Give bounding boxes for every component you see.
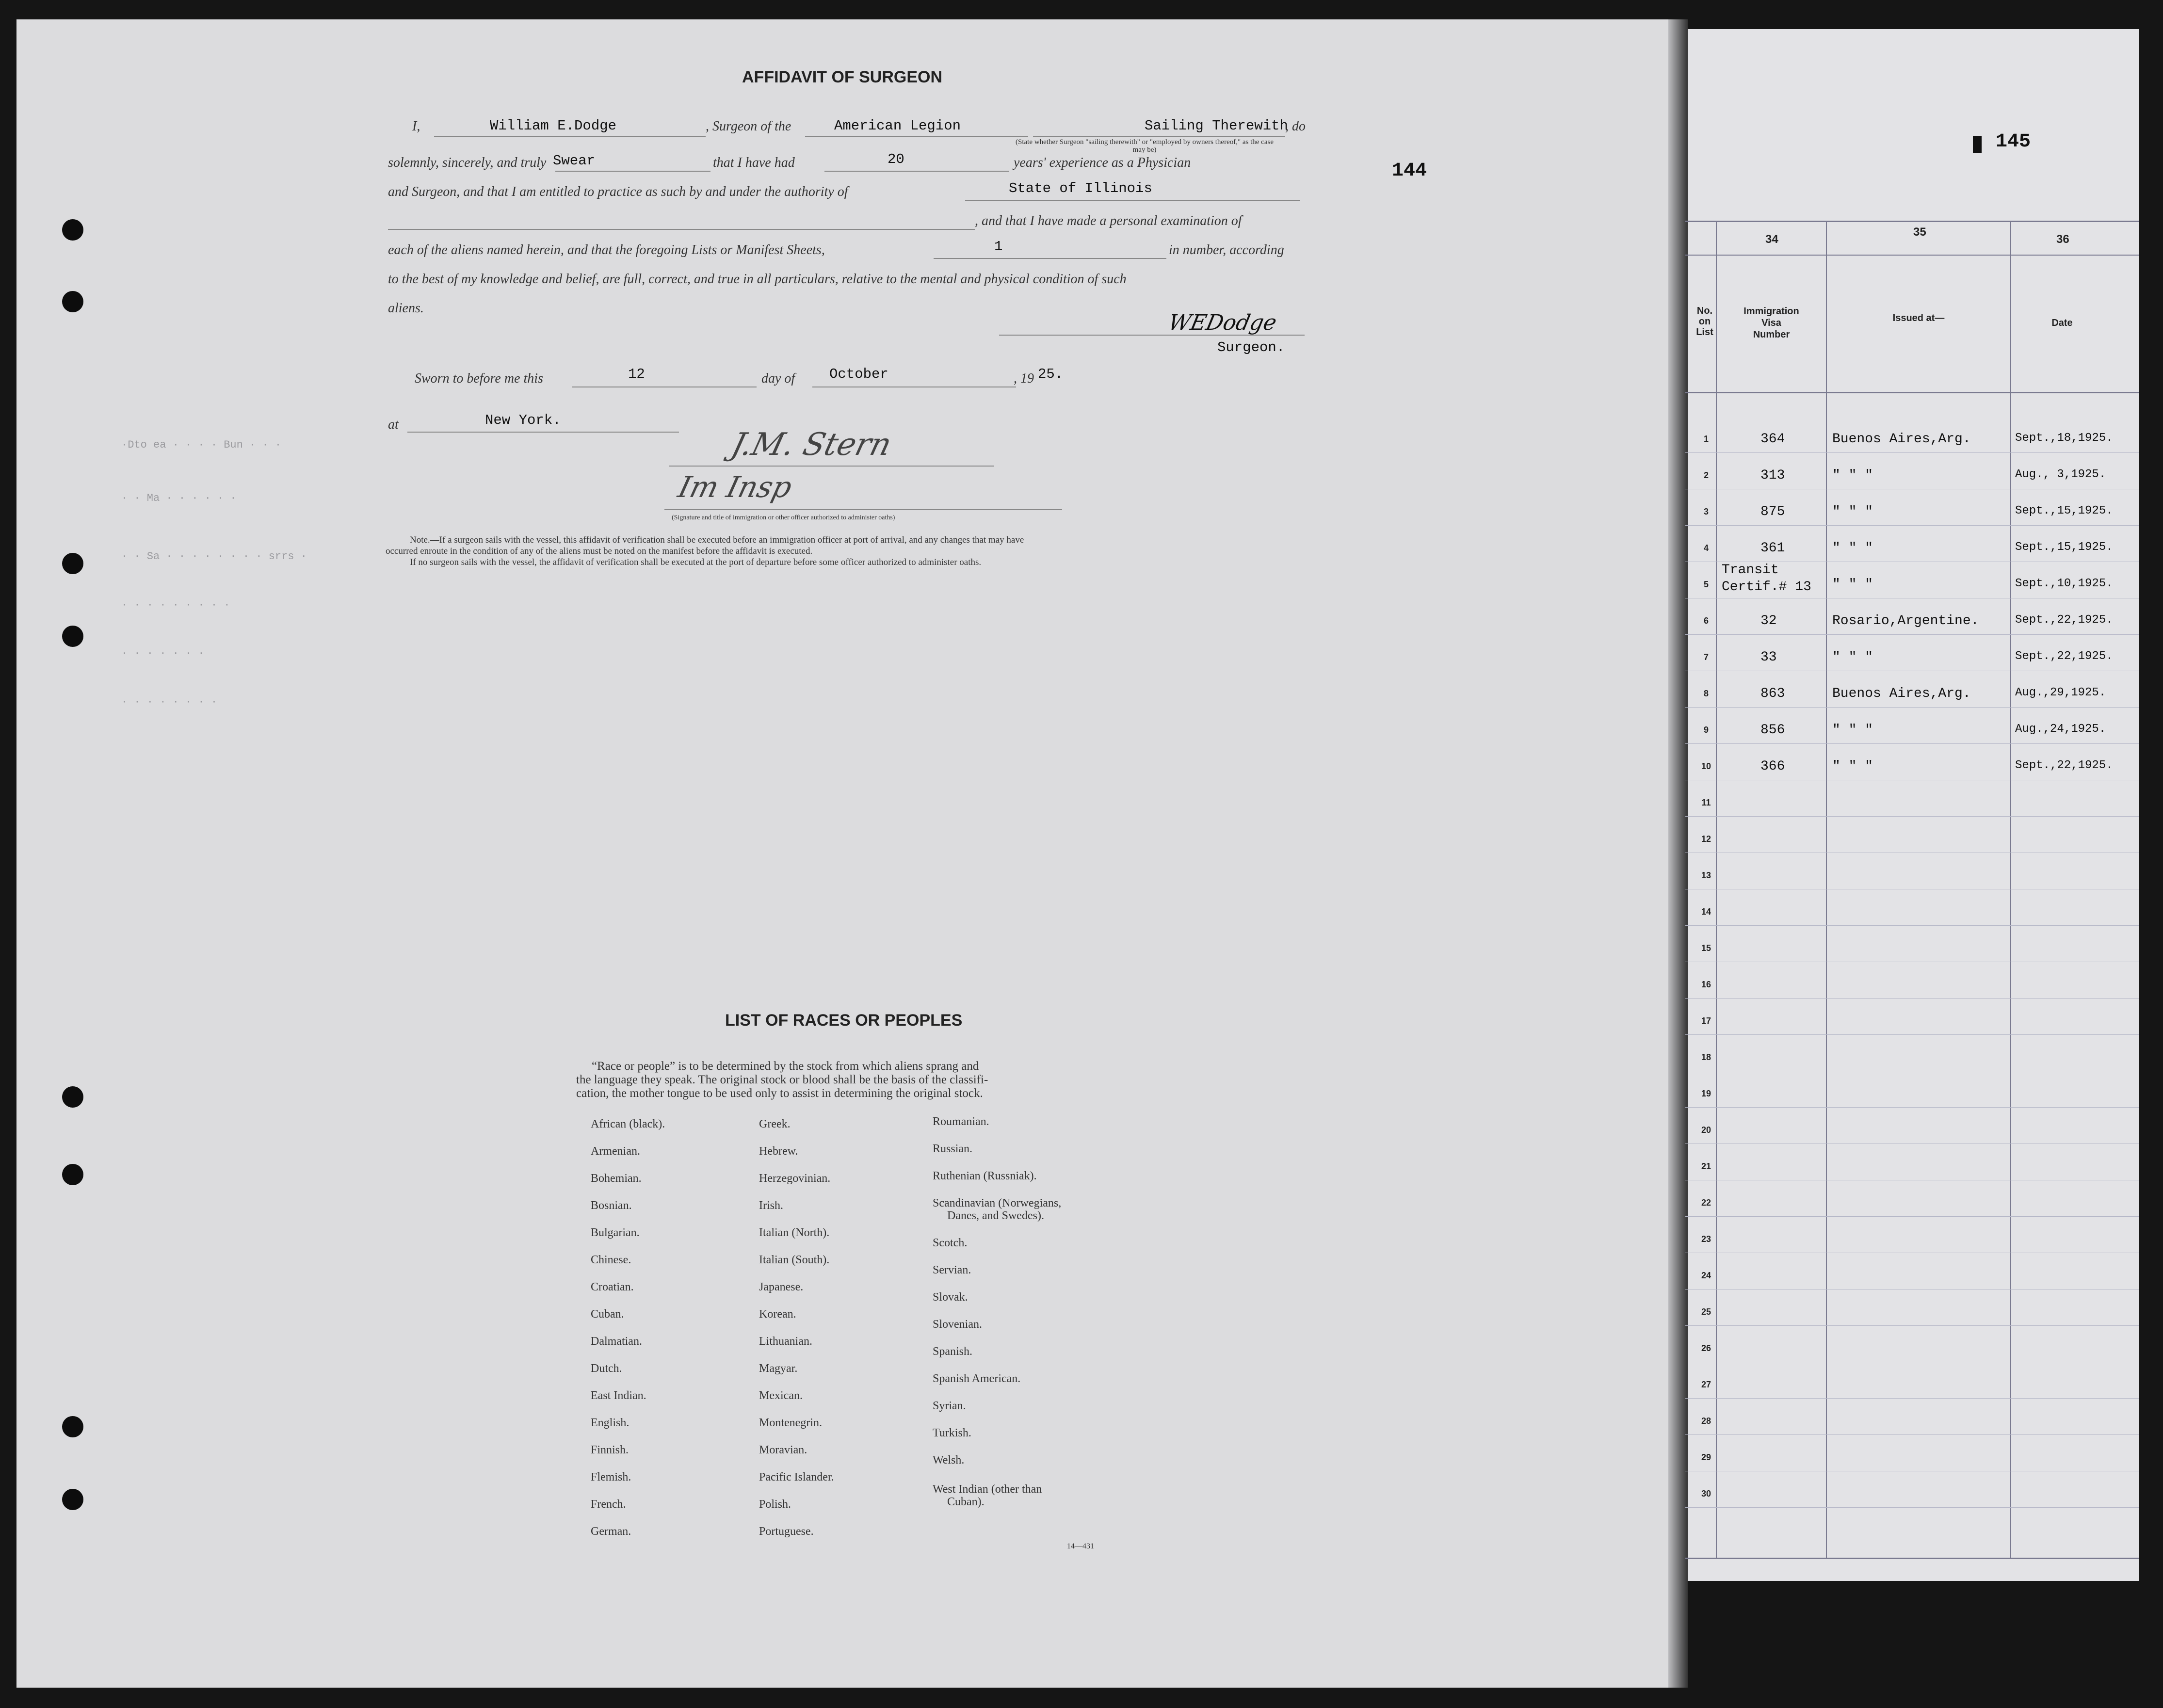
race-item: Dutch.	[591, 1362, 622, 1375]
text-year-prefix: , 19	[1014, 371, 1034, 386]
races-intro-1: “Race or people” is to be determined by the stock from which aliens sprang and	[592, 1060, 979, 1073]
binder-hole	[62, 1086, 83, 1108]
race-item: Montenegrin.	[759, 1417, 822, 1429]
race-item: Slovenian.	[933, 1318, 982, 1331]
visa-number-cell: 313	[1760, 468, 1785, 483]
header-issued-at: Issued at—	[1892, 313, 1945, 323]
race-item: Danes, and Swedes).	[947, 1209, 1044, 1222]
row-rule	[1685, 707, 2139, 708]
row-number: 18	[1701, 1052, 1711, 1062]
races-title: LIST OF RACES OR PEOPLES	[725, 1011, 963, 1030]
row-number: 1	[1703, 434, 1709, 444]
row-number: 7	[1703, 652, 1709, 662]
date-cell: Sept.,15,1925.	[2015, 504, 2113, 517]
race-item: French.	[591, 1498, 626, 1511]
visa-number-cell: 863	[1760, 686, 1785, 701]
race-item: Scotch.	[933, 1237, 968, 1249]
row-rule	[1685, 743, 2139, 744]
officer-caption: (Signature and title of immigration or other officer authorized to administer oaths)	[672, 514, 895, 521]
signature-label: Surgeon.	[1217, 339, 1285, 355]
row-number: 4	[1703, 543, 1709, 553]
blank-line	[824, 171, 1009, 172]
race-item: Slovak.	[933, 1291, 968, 1304]
row-number: 26	[1701, 1343, 1711, 1353]
vessel-name: American Legion	[834, 118, 961, 134]
race-item: Hebrew.	[759, 1145, 798, 1158]
header-text: Visa	[1761, 318, 1781, 328]
visa-number-cell: 875	[1760, 504, 1785, 519]
blank-line	[388, 229, 975, 230]
text-i: I,	[412, 119, 420, 134]
table-border-top	[1685, 221, 2139, 222]
race-item: Dalmatian.	[591, 1335, 642, 1348]
row-number: 14	[1701, 907, 1711, 917]
table-border-bottom	[1685, 1558, 2139, 1559]
visa-number-cell: Certif.# 13	[1722, 580, 1811, 595]
row-number: 21	[1701, 1161, 1711, 1171]
race-item: East Indian.	[591, 1389, 646, 1402]
race-item: Bulgarian.	[591, 1226, 640, 1239]
sworn-month: October	[829, 366, 888, 382]
race-item: German.	[591, 1525, 631, 1538]
header-text: No.	[1696, 306, 1713, 316]
race-item: Greek.	[759, 1118, 791, 1130]
text-at: at	[388, 417, 399, 432]
issued-at-cell: " " "	[1832, 468, 1873, 483]
race-item: Bosnian.	[591, 1199, 632, 1212]
sheet-count: 1	[994, 239, 1003, 255]
column-number-34: 34	[1765, 233, 1778, 246]
row-number: 5	[1703, 580, 1709, 589]
race-item: Polish.	[759, 1498, 791, 1511]
date-cell: Aug., 3,1925.	[2015, 468, 2106, 481]
race-item: Italian (South).	[759, 1254, 830, 1266]
header-date: Date	[2051, 318, 2073, 328]
race-item: Croatian.	[591, 1281, 634, 1293]
race-item: Cuban).	[947, 1496, 985, 1508]
sworn-year: 25.	[1038, 366, 1064, 382]
text-sworn: Sworn to before me this	[415, 371, 543, 386]
race-item: Roumanian.	[933, 1115, 989, 1128]
issued-at-cell: " " "	[1832, 723, 1873, 738]
binder-hole	[62, 1489, 83, 1510]
race-item: Cuban.	[591, 1308, 624, 1321]
row-number: 10	[1701, 761, 1711, 771]
sailing-status: Sailing Therewith	[1145, 118, 1288, 134]
issued-at-cell: Rosario,Argentine.	[1832, 613, 1979, 628]
row-number: 25	[1701, 1307, 1711, 1317]
races-intro-2: the language they speak. The original stock or blood shall be the basis of the classifi-	[576, 1073, 988, 1086]
header-visa-number	[1717, 306, 1826, 340]
sworn-place: New York.	[485, 412, 561, 428]
race-item: West Indian (other than	[933, 1483, 1042, 1496]
text-aliens: aliens.	[388, 301, 424, 316]
date-cell: Sept.,22,1925.	[2015, 759, 2113, 772]
years-experience: 20	[888, 151, 904, 167]
issued-at-cell: " " "	[1832, 759, 1873, 774]
row-rule	[1685, 1034, 2139, 1035]
authority: State of Illinois	[1009, 180, 1152, 196]
page-marker-icon	[1973, 136, 1982, 153]
blank-line	[1033, 136, 1285, 137]
column-divider	[2010, 221, 2011, 1559]
table-rule	[1685, 255, 2139, 256]
officer-title-signature: Im Insp	[675, 470, 795, 504]
row-number: 17	[1701, 1016, 1711, 1026]
text-and-surgeon: and Surgeon, and that I am entitled to practice as such by and under the authority of	[388, 184, 848, 199]
text-solemnly: solemnly, sincerely, and truly	[388, 155, 547, 170]
row-number: 27	[1701, 1380, 1711, 1389]
text-that-i-have-had: that I have had	[713, 155, 795, 170]
row-rule	[1685, 998, 2139, 999]
race-item: Spanish.	[933, 1345, 973, 1358]
row-rule	[1685, 1216, 2139, 1217]
row-number: 24	[1701, 1271, 1711, 1280]
date-cell: Sept.,10,1925.	[2015, 577, 2113, 590]
race-item: Finnish.	[591, 1444, 629, 1456]
text-personal-exam: , and that I have made a personal examination of	[975, 213, 1242, 228]
header-text: Immigration	[1743, 306, 1799, 317]
blank-line	[805, 136, 1028, 137]
blank-line	[965, 200, 1300, 201]
date-cell: Aug.,24,1925.	[2015, 723, 2106, 736]
binder-hole	[62, 553, 83, 574]
column-divider	[1716, 221, 1717, 1559]
header-text: on	[1698, 316, 1711, 327]
affidavit-page	[16, 19, 1685, 1688]
visa-number-cell: 32	[1760, 613, 1777, 628]
text-surgeon-of: , Surgeon of the	[706, 119, 791, 134]
race-item: African (black).	[591, 1118, 665, 1130]
row-number: 3	[1703, 507, 1709, 516]
date-cell: Sept.,22,1925.	[2015, 650, 2113, 663]
text-day-of: day of	[761, 371, 795, 386]
row-number: 23	[1701, 1234, 1711, 1244]
date-cell: Sept.,18,1925.	[2015, 432, 2113, 445]
row-number: 20	[1701, 1125, 1711, 1135]
row-number: 16	[1701, 980, 1711, 989]
race-item: Servian.	[933, 1264, 971, 1276]
binder-hole	[62, 1164, 83, 1185]
row-rule	[1685, 634, 2139, 635]
issued-at-cell: " " "	[1832, 650, 1873, 665]
manifest-sheet	[1688, 29, 2139, 1581]
issued-at-cell: " " "	[1832, 541, 1873, 556]
date-cell: Sept.,22,1925.	[2015, 613, 2113, 627]
issued-at-cell: Buenos Aires,Arg.	[1832, 686, 1971, 701]
row-rule	[1685, 816, 2139, 817]
text-do: , do	[1285, 119, 1306, 134]
race-item: Scandinavian (Norwegians,	[933, 1197, 1062, 1209]
row-number: 6	[1703, 616, 1709, 626]
binder-hole	[62, 219, 83, 241]
note-line-1: Note.—If a surgeon sails with the vessel, this affidavit of verification shall be executed before an immigration officer at port of arrival, and any changes that may have	[410, 535, 1024, 545]
visa-number-cell: Transit	[1722, 563, 1779, 578]
race-item: Korean.	[759, 1308, 796, 1321]
race-item: Magyar.	[759, 1362, 798, 1375]
table-header-bottom	[1685, 392, 2139, 393]
race-item: Italian (North).	[759, 1226, 830, 1239]
race-item: Portuguese.	[759, 1525, 814, 1538]
row-number: 8	[1703, 689, 1709, 698]
row-rule	[1685, 1507, 2139, 1508]
blank-line	[407, 432, 679, 433]
note-line-3: If no surgeon sails with the vessel, the affidavit of verification shall be executed at the port of departure before some officer authorized to administer oaths.	[410, 557, 982, 567]
note-line-2: occurred enroute in the condition of any of the aliens must be noted on the manifest before the affidavit is executed.	[386, 546, 813, 556]
race-item: Irish.	[759, 1199, 783, 1212]
race-item: Mexican.	[759, 1389, 803, 1402]
affidavit-title: AFFIDAVIT OF SURGEON	[742, 68, 943, 86]
text-best-knowledge: to the best of my knowledge and belief, are full, correct, and true in all particulars, relative to the mental and physical condition of such	[388, 272, 1127, 287]
column-divider	[1826, 221, 1827, 1559]
race-item: Japanese.	[759, 1281, 804, 1293]
race-item: Chinese.	[591, 1254, 631, 1266]
binder-hole	[62, 626, 83, 647]
issued-at-cell: " " "	[1832, 504, 1873, 519]
sworn-day: 12	[628, 366, 645, 382]
column-number-35: 35	[1913, 226, 1926, 239]
surgeon-signature: WEDodge	[1166, 310, 1279, 335]
race-item: Flemish.	[591, 1471, 631, 1483]
signature-line	[669, 466, 994, 467]
text-years: years' experience as a Physician	[1014, 155, 1191, 170]
column-number-36: 36	[2056, 233, 2069, 246]
row-rule	[1685, 1325, 2139, 1326]
issued-at-cell: " " "	[1832, 577, 1873, 592]
row-rule	[1685, 452, 2139, 453]
row-number: 12	[1701, 834, 1711, 844]
visa-number-cell: 856	[1760, 723, 1785, 738]
race-item: Syrian.	[933, 1400, 966, 1412]
signature-line	[664, 509, 1062, 510]
form-number: 14—431	[1067, 1542, 1094, 1550]
race-item: Welsh.	[933, 1454, 965, 1466]
row-rule	[1685, 1107, 2139, 1108]
blank-line	[555, 171, 710, 172]
row-rule	[1685, 525, 2139, 526]
blank-line	[434, 136, 706, 137]
blank-line	[934, 258, 1166, 259]
visa-number-cell: 366	[1760, 759, 1785, 774]
row-number: 2	[1703, 470, 1709, 480]
race-item: Bohemian.	[591, 1172, 642, 1185]
status-note: (State whether Surgeon "sailing therewith" or "employed by owners thereof," as the case may be)	[1016, 138, 1274, 154]
row-number: 30	[1701, 1489, 1711, 1499]
row-number: 29	[1701, 1452, 1711, 1462]
race-item: Ruthenian (Russniak).	[933, 1170, 1037, 1182]
header-text: List	[1696, 327, 1713, 338]
row-number: 22	[1701, 1198, 1711, 1208]
row-number: 15	[1701, 943, 1711, 953]
race-item: Armenian.	[591, 1145, 640, 1158]
race-item: Spanish American.	[933, 1372, 1021, 1385]
row-number: 9	[1703, 725, 1709, 735]
row-number: 13	[1701, 870, 1711, 880]
races-intro-3: cation, the mother tongue to be used only to assist in determining the original stock.	[576, 1087, 983, 1100]
visa-number-cell: 361	[1760, 541, 1785, 556]
binder-hole	[62, 1416, 83, 1437]
issued-at-cell: Buenos Aires,Arg.	[1832, 432, 1971, 447]
row-rule	[1685, 1398, 2139, 1399]
race-item: Moravian.	[759, 1444, 807, 1456]
binder-hole	[62, 291, 83, 312]
text-each-alien: each of the aliens named herein, and that the foregoing Lists or Manifest Sheets,	[388, 242, 825, 258]
right-page-number: 145	[1996, 131, 2031, 153]
oath-type: Swear	[553, 153, 596, 169]
race-item: English.	[591, 1417, 630, 1429]
date-cell: Aug.,29,1925.	[2015, 686, 2106, 699]
text-in-number: in number, according	[1169, 242, 1284, 258]
page-gutter	[1668, 19, 1688, 1688]
officer-signature: J.M. Stern	[727, 427, 895, 463]
visa-number-cell: 364	[1760, 432, 1785, 447]
date-cell: Sept.,15,1925.	[2015, 541, 2113, 554]
race-item: Russian.	[933, 1143, 973, 1155]
surgeon-name: William E.Dodge	[490, 118, 617, 134]
row-number: 19	[1701, 1089, 1711, 1098]
row-rule	[1685, 1434, 2139, 1435]
race-item: Herzegovinian.	[759, 1172, 831, 1185]
race-item: Lithuanian.	[759, 1335, 812, 1348]
row-number: 28	[1701, 1416, 1711, 1426]
page-number: 144	[1392, 160, 1427, 182]
row-rule	[1685, 925, 2139, 926]
race-item: Turkish.	[933, 1427, 971, 1439]
row-number: 11	[1701, 798, 1711, 807]
header-no-on-list	[1693, 306, 1717, 338]
race-item: Pacific Islander.	[759, 1471, 834, 1483]
header-text: Number	[1753, 329, 1790, 340]
visa-number-cell: 33	[1760, 650, 1777, 665]
